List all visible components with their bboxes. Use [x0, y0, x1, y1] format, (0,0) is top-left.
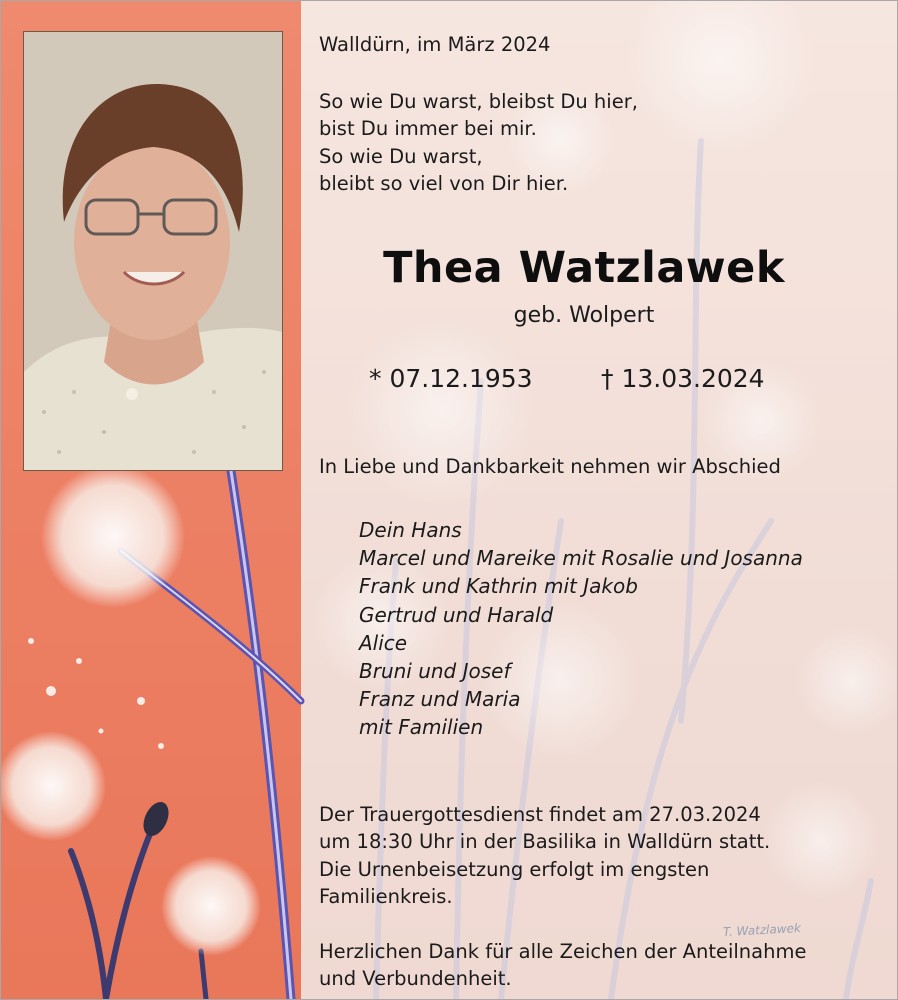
poem-line: So wie Du warst, bleibst Du hier,	[319, 90, 638, 113]
mourner: Dein Hans	[359, 518, 462, 542]
poem-line: bleibt so viel von Dir hier.	[319, 172, 569, 195]
maiden-name: geb. Wolpert	[513, 303, 655, 328]
service-line: Der Trauergottesdienst findet am 27.03.2024	[319, 803, 761, 826]
thanks-line: Herzlichen Dank für alle Zeichen der Anteilnahme	[319, 940, 807, 963]
mourner: Marcel und Mareike mit Rosalie und Josanna	[359, 546, 803, 571]
service-line: um 18:30 Uhr in der Basilika in Walldürn statt.	[319, 830, 771, 853]
deceased-name: Thea Watzlawek	[383, 243, 785, 293]
mourner: Bruni und Josef	[359, 659, 511, 684]
poem-line: So wie Du warst,	[319, 145, 483, 168]
thanks-line: und Verbundenheit.	[319, 967, 512, 990]
death-date: † 13.03.2024	[601, 364, 765, 393]
mourner: Franz und Maria	[359, 687, 521, 712]
service-line: Die Urnenbeisetzung erfolgt im engsten	[319, 858, 710, 881]
artist-signature: T. Watzlawek	[722, 920, 802, 940]
place-date: Walldürn, im März 2024	[319, 33, 551, 56]
mourner: Gertrud und Harald	[359, 602, 554, 627]
mourners-list	[359, 516, 803, 742]
portrait-photo	[23, 31, 283, 471]
mourner: mit Familien	[359, 715, 484, 740]
farewell-line: In Liebe und Dankbarkeit nehmen wir Abschied	[319, 455, 781, 478]
poem-line: bist Du immer bei mir.	[319, 117, 537, 140]
birth-date: * 07.12.1953	[369, 364, 533, 393]
mourner: Frank und Kathrin mit Jakob	[359, 574, 638, 599]
service-line: Familienkreis.	[319, 885, 453, 908]
mourner: Alice	[359, 630, 408, 655]
